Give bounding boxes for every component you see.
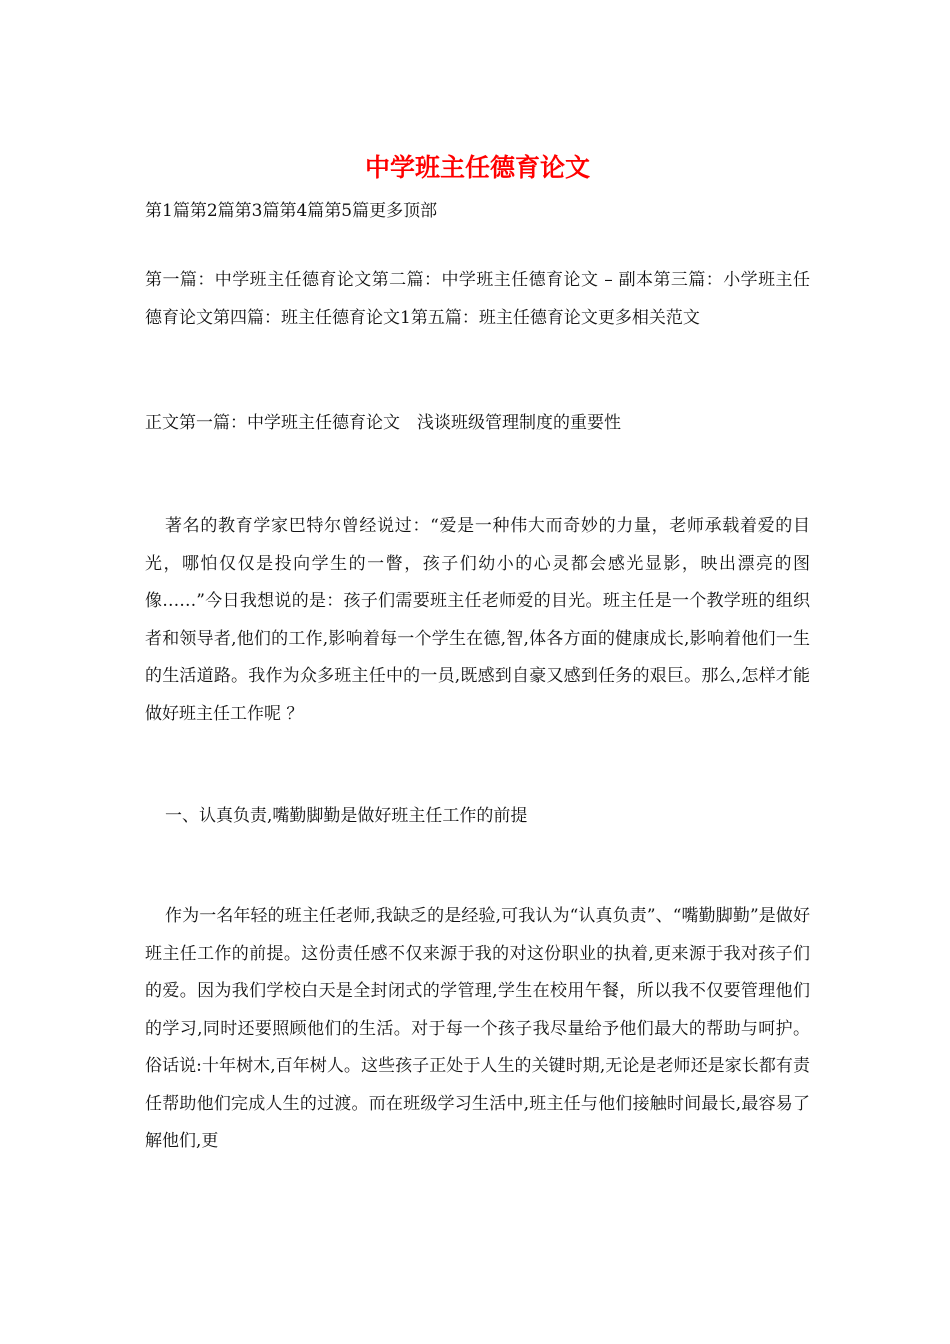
nav-link-more[interactable]: 更多 bbox=[369, 201, 404, 221]
body-paragraph: 作为一名年轻的班主任老师,我缺乏的是经验,可我认为“认真负责”、“嘴勤脚勤”是做好班主任工作的前提。这份责任感不仅来源于我的对这份职业的执着,更来源于我对孩子们的爱。因为我们学校白天是全封闭式的学管理,学生在校用午餐，所以我不仅要管理他们的学习,同时还要照顾他们的生活。对于每一个孩子我尽量给予他们最大的帮助与呵护。俗话说:十年树木,百年树人。这些孩子正处于人生的关键时期,无论是老师还是家长都有责任帮助他们完成人生的过渡。而在班级学习生活中,班主任与他们接触时间最长,最容易了解他们,更 bbox=[145, 906, 810, 1151]
table-of-contents: 第一篇：中学班主任德育论文第二篇：中学班主任德育论文 – 副本第三篇：小学班主任德育论文第四篇：班主任德育论文1第五篇：班主任德育论文更多相关范文 bbox=[145, 270, 810, 328]
document-page bbox=[145, 0, 810, 1344]
nav-link-article-2[interactable]: 第2篇 bbox=[189, 201, 235, 221]
nav-link-article-4[interactable]: 第4篇 bbox=[279, 201, 325, 221]
nav-link-article-5[interactable]: 第5篇 bbox=[324, 201, 370, 221]
nav-link-article-1[interactable]: 第1篇 bbox=[145, 201, 190, 221]
article-subtitle: 正文第一篇：中学班主任德育论文 浅谈班级管理制度的重要性 bbox=[145, 413, 621, 433]
nav-link-article-3[interactable]: 第3篇 bbox=[234, 201, 280, 221]
article-nav bbox=[145, 196, 437, 226]
body-paragraph: 著名的教育学家巴特尔曾经说过：“爱是一种伟大而奇妙的力量，老师承载着爱的目光，哪怕仅仅是投向学生的一瞥，孩子们幼小的心灵都会感光显影，映出漂亮的图像……”今日我想说的是：孩子们需要班主任老师爱的目光。班主任是一个教学班的组织者和领导者,他们的工作,影响着每一个学生在德,智,体各方面的健康成长,影响着他们一生的生活道路。我作为众多班主任中的一员,既感到自豪又感到任务的艰巨。那么,怎样才能做好班主任工作呢 ？ bbox=[145, 516, 810, 724]
nav-link-top[interactable]: 顶部 bbox=[403, 201, 438, 221]
page-title: 中学班主任德育论文 bbox=[364, 153, 590, 182]
section-heading: 一、认真负责,嘴勤脚勤是做好班主任工作的前提 bbox=[165, 806, 528, 826]
